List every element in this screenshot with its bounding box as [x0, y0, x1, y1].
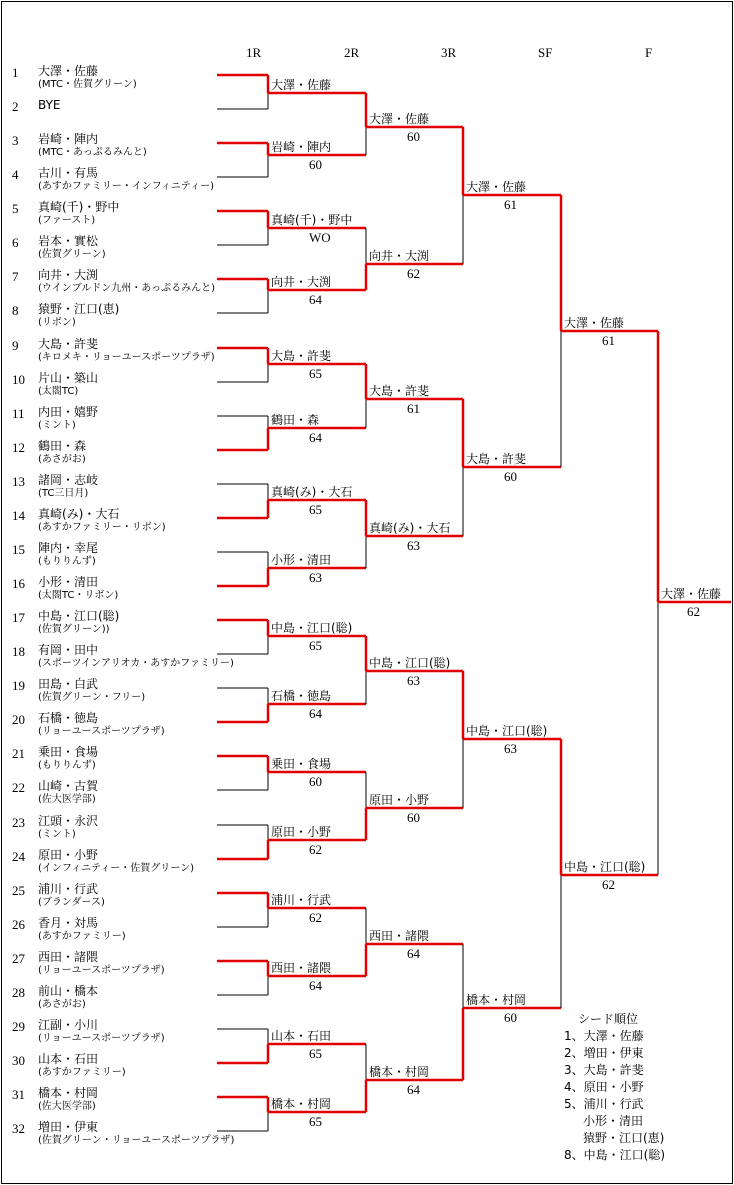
entry-number: 11: [12, 406, 25, 421]
seed-line: 4、原田・小野: [564, 1080, 644, 1094]
entry-club: (佐賀グリーン・フリー): [38, 692, 146, 703]
match-score: 61: [504, 197, 517, 212]
entry-club: (あさがお): [38, 999, 86, 1010]
entry-number: 24: [12, 849, 25, 864]
entry-number: 1: [12, 65, 19, 80]
entry-name: 小形・清田: [38, 575, 99, 589]
entry-club: (あすかファミリー・インフィニティー): [38, 181, 215, 192]
entry-number: 28: [12, 985, 25, 1000]
match-score: 62: [687, 604, 700, 619]
match-winner: 中島・江口(聡): [564, 860, 646, 874]
match-score: 60: [407, 810, 420, 825]
entry-number: 22: [12, 780, 25, 795]
round-header-f: F: [645, 45, 653, 60]
match-score: 60: [309, 774, 322, 789]
entry-name: 内田・嬉野: [38, 405, 99, 419]
match-winner: 中島・江口(聡): [271, 621, 353, 635]
entry-name: 岩本・實松: [38, 234, 99, 248]
entry-club: (リボン): [38, 317, 76, 328]
match-score: 61: [407, 401, 420, 416]
entry-number: 32: [12, 1121, 25, 1136]
match-score: 64: [309, 430, 322, 445]
match-score: 65: [309, 366, 322, 381]
match-winner: 山本・石田: [271, 1029, 332, 1043]
entry-number: 30: [12, 1053, 25, 1068]
entry-club: (佐賀グリーン): [38, 249, 106, 260]
entry-name: 江頭・永沢: [38, 814, 99, 828]
entry-club: (もりりんず): [38, 556, 96, 567]
match-score: 64: [309, 292, 322, 307]
match-winner: 向井・大渕: [369, 249, 430, 263]
entry-club: (ブランダース): [38, 897, 105, 908]
match-score: 65: [309, 1114, 322, 1129]
entry-club: (もりりんず): [38, 760, 96, 771]
entry-number: 3: [12, 133, 19, 148]
entry-club: (あすかファミリー): [38, 931, 126, 942]
entry-number: 16: [12, 576, 25, 591]
match-winner: 真崎(み)・大石: [369, 521, 451, 535]
entry-number: 26: [12, 917, 25, 932]
entry-number: 8: [12, 303, 19, 318]
entry-name: 陣内・幸尾: [38, 541, 99, 555]
entry-name: 増田・伊東: [38, 1120, 99, 1134]
entry-number: 13: [12, 474, 25, 489]
match-winner: 大澤・佐藤: [466, 180, 527, 194]
entry-club: (あすかファミリー・リボン): [38, 522, 166, 533]
match-winner: 大島・許斐: [271, 349, 332, 363]
entry-number: 12: [12, 440, 25, 455]
entry-club: (太閤TC): [38, 386, 79, 397]
entry-name: 鶴田・森: [38, 439, 87, 453]
entry-name: 中島・江口(聡): [38, 609, 120, 623]
match-score: 63: [407, 538, 420, 553]
match-winner: 向井・大渕: [271, 275, 332, 289]
entry-number: 14: [12, 508, 25, 523]
match-score: 63: [407, 673, 420, 688]
round-header-sf: SF: [538, 45, 553, 60]
match-winner: 大島・許斐: [369, 384, 430, 398]
entry-number: 29: [12, 1019, 25, 1034]
match-winner: 小形・清田: [271, 553, 332, 567]
entry-club: (キロメキ・リョーユースポーツプラザ): [38, 352, 215, 363]
match-winner: 西田・諸隈: [271, 961, 332, 975]
entry-club: (ミント): [38, 829, 76, 840]
match-winner: 岩崎・陣内: [271, 140, 332, 154]
entry-number: 18: [12, 644, 25, 659]
entry-name: 山本・石田: [38, 1052, 99, 1066]
entry-number: 19: [12, 678, 25, 693]
seed-line: 小形・清田: [583, 1114, 644, 1128]
entry-number: 9: [12, 338, 19, 353]
entry-club: (佐賀グリーン・リョーユースポーツプラザ): [38, 1135, 235, 1146]
entry-name: 橋本・村岡: [38, 1086, 99, 1100]
entry-club: (リョーユースポーツプラザ): [38, 1033, 165, 1044]
entry-number: 27: [12, 951, 25, 966]
match-winner: 橋本・村岡: [369, 1065, 430, 1079]
entry-name: 真崎(み)・大石: [38, 507, 120, 521]
entry-name: 片山・築山: [38, 371, 99, 385]
entry-name: 真崎(千)・野中: [38, 200, 120, 214]
entry-number: 23: [12, 815, 25, 830]
match-score: 64: [309, 978, 322, 993]
entry-club: (リョーユースポーツプラザ): [38, 726, 165, 737]
entry-number: 15: [12, 542, 25, 557]
match-score: 62: [309, 842, 322, 857]
entry-number: 21: [12, 746, 25, 761]
match-winner: 大澤・佐藤: [271, 78, 332, 92]
round-header-3r: 3R: [441, 45, 457, 60]
entry-name: 古川・有馬: [38, 166, 99, 180]
match-score: 63: [504, 741, 517, 756]
seed-line: 5、浦川・行武: [564, 1097, 644, 1111]
match-winner: 原田・小野: [271, 825, 332, 839]
match-score: 65: [309, 638, 322, 653]
entry-club: (MTC・あっぷるみんと): [38, 147, 147, 158]
match-score: 60: [504, 1010, 517, 1025]
entry-number: 4: [12, 167, 19, 182]
match-score: 64: [309, 706, 322, 721]
match-score: 65: [309, 502, 322, 517]
entry-club: (ミント): [38, 420, 76, 431]
entry-name: 浦川・行武: [38, 882, 99, 896]
match-winner: 西田・諸隈: [369, 929, 430, 943]
entry-club: (あすかファミリー): [38, 1067, 126, 1078]
match-winner: 大澤・佐藤: [564, 316, 625, 330]
entry-number: 20: [12, 712, 25, 727]
seed-title: シード順位: [578, 1012, 639, 1026]
match-score: 62: [602, 877, 615, 892]
entry-number: 2: [12, 99, 19, 114]
entry-club: (佐大医学部): [38, 794, 96, 805]
match-winner: 真崎(み)・大石: [271, 485, 353, 499]
entry-name: BYE: [38, 98, 61, 112]
entry-name: 西田・諸隈: [38, 950, 99, 964]
match-winner: 橋本・村岡: [271, 1097, 332, 1111]
entry-club: (太閤TC・リボン): [38, 590, 119, 601]
seed-line: 2、増田・伊東: [564, 1046, 644, 1060]
match-score: 65: [309, 1046, 322, 1061]
entry-club: (佐大医学部): [38, 1101, 96, 1112]
entry-name: 香月・対馬: [38, 916, 99, 930]
entry-number: 5: [12, 201, 19, 216]
entry-number: 10: [12, 372, 25, 387]
entry-name: 大澤・佐藤: [38, 64, 99, 78]
entry-number: 6: [12, 235, 19, 250]
entry-number: 17: [12, 610, 25, 625]
round-header-2r: 2R: [344, 45, 360, 60]
entry-club: (TC三日月): [38, 488, 89, 499]
match-winner: 浦川・行武: [271, 893, 332, 907]
entry-club: (リョーユースポーツプラザ): [38, 965, 165, 976]
seed-line: 1、大澤・佐藤: [564, 1029, 644, 1043]
entry-club: (あさがお): [38, 454, 86, 465]
match-score: 64: [407, 1082, 420, 1097]
entry-number: 25: [12, 883, 25, 898]
match-winner: 大島・許斐: [466, 452, 527, 466]
entry-number: 31: [12, 1087, 25, 1102]
round-header-1r: 1R: [246, 45, 262, 60]
match-winner: 乗田・食場: [271, 757, 332, 771]
match-score: 62: [309, 910, 322, 925]
match-winner: 真崎(千)・野中: [271, 213, 353, 227]
match-score: 62: [407, 266, 420, 281]
entry-name: 岩崎・陣内: [38, 132, 99, 146]
entry-name: 前山・橋本: [38, 984, 99, 998]
match-score: 60: [407, 129, 420, 144]
entry-name: 猿野・江口(恵): [38, 302, 120, 316]
entry-name: 石橋・徳島: [38, 711, 99, 725]
entry-name: 諸岡・志岐: [38, 473, 99, 487]
entry-name: 大島・許斐: [38, 337, 99, 351]
seed-line: 8、中島・江口(聡): [564, 1148, 665, 1162]
match-score: 60: [309, 157, 322, 172]
match-winner: 原田・小野: [369, 793, 430, 807]
match-score: WO: [309, 230, 331, 245]
match-winner: 石橋・徳島: [271, 689, 332, 703]
entry-name: 乗田・食場: [38, 745, 99, 759]
entry-name: 田島・白武: [38, 677, 99, 691]
match-score: 61: [602, 333, 615, 348]
match-winner: 橋本・村岡: [466, 993, 527, 1007]
match-score: 60: [504, 469, 517, 484]
match-score: 64: [407, 946, 420, 961]
match-score: 63: [309, 570, 322, 585]
entry-club: (MTC・佐賀グリーン): [38, 79, 137, 90]
match-winner: 大澤・佐藤: [369, 112, 430, 126]
seed-line: 猿野・江口(恵): [583, 1131, 665, 1145]
entry-name: 向井・大渕: [38, 268, 99, 282]
match-winner: 中島・江口(聡): [466, 724, 548, 738]
entry-name: 江副・小川: [38, 1018, 99, 1032]
entry-club: (ウインブルドン九州・あっぷるみんと): [38, 283, 216, 294]
seed-line: 3、大島・許斐: [564, 1063, 644, 1077]
match-winner: 鶴田・森: [271, 413, 320, 427]
entry-club: (佐賀グリーン)): [38, 624, 110, 635]
match-winner: 中島・江口(聡): [369, 656, 451, 670]
entry-club: (スポーツインアリオカ・あすかファミリー): [38, 658, 234, 669]
entry-name: 有岡・田中: [38, 643, 99, 657]
entry-club: (インフィニティー・佐賀グリーン): [38, 863, 195, 874]
entry-number: 7: [12, 269, 19, 284]
entry-club: (ファースト): [38, 215, 96, 226]
entry-name: 山崎・古賀: [38, 779, 99, 793]
match-winner: 大澤・佐藤: [661, 587, 722, 601]
entry-name: 原田・小野: [38, 848, 99, 862]
